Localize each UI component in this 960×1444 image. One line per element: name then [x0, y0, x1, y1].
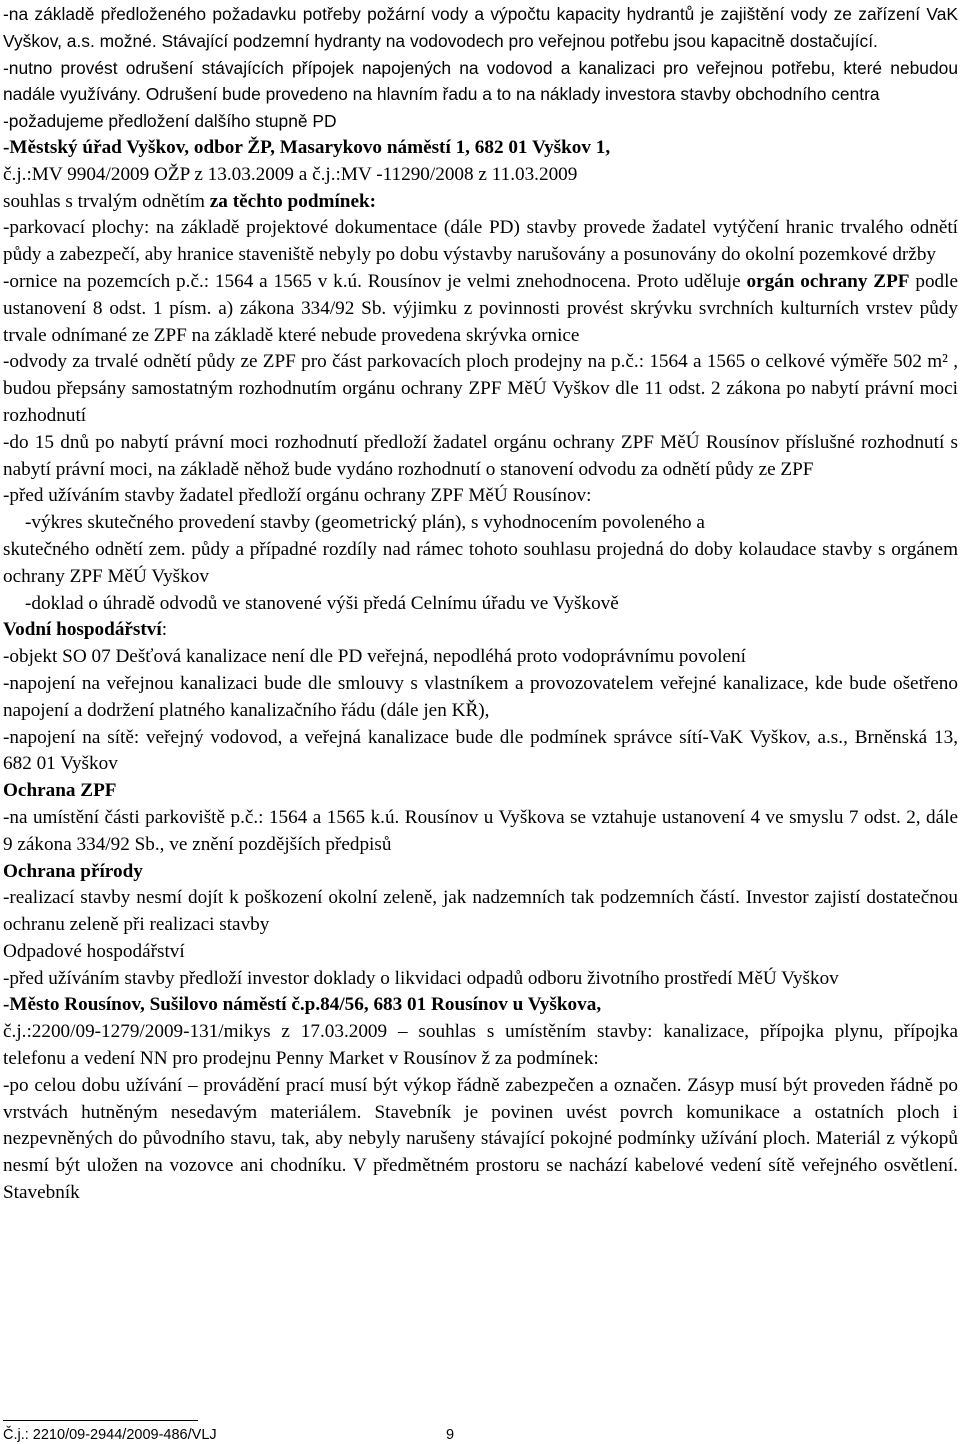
text-run: -realizací stavby nesmí dojít k poškození okolní zeleně, jak nadzemních tak podzemních částí. Investor zajistí dostatečnou ochranu zeleně při realizaci stavby [3, 887, 958, 936]
paragraph [3, 162, 958, 189]
paragraph [3, 108, 958, 135]
paragraph [3, 1, 958, 55]
paragraph [3, 859, 958, 886]
footer-rule [3, 1420, 198, 1421]
paragraph [3, 671, 958, 725]
text-run: -výkres skutečného provedení stavby (geometrický plán), s vyhodnocením povoleného a [25, 512, 705, 534]
footer-reference: Č.j.: 2210/09-2944/2009-486/VLJ [3, 1427, 217, 1443]
paragraph [3, 430, 958, 484]
paragraph [3, 135, 958, 162]
page-footer [0, 1404, 960, 1444]
text-run: -odvody za trvalé odnětí půdy ze ZPF pro část parkovacích ploch prodejny na p.č.: 1564 a 1565 o celkové výměře 502 m² , budou přepsány samostatným rozhodnutím orgánu ochrany ZPF MěÚ Vyškov dle 11 odst. 2 zákona po nabytí právní moci rozhodnutí [3, 351, 958, 426]
paragraph [3, 1073, 958, 1207]
text-run: -objekt SO 07 Dešťová kanalizace není dle PD veřejná, nepodléhá proto vodoprávnímu povolení [3, 646, 746, 668]
paragraph [3, 537, 958, 591]
bold-text: Ochrana přírody [3, 860, 143, 882]
document-body [3, 1, 958, 1207]
text-run: č.j.:2200/09-1279/2009-131/mikys z 17.03.2009 – souhlas s umístěním stavby: kanalizace, přípojka plynu, přípojka telefonu a vedení NN pro prodejnu Penny Market v Rousínov ž za podmínek: [3, 1021, 958, 1070]
page-number: 9 [446, 1427, 455, 1443]
paragraph [3, 805, 958, 859]
text-run: -do 15 dnů po nabytí právní moci rozhodnutí předloží žadatel orgánu ochrany ZPF MěÚ Rousínov příslušné rozhodnutí s nabytí právní moci, na základě něhož bude vydáno rozhodnutí o stanovení odvodu za odnětí půdy ze ZPF [3, 431, 958, 480]
bold-text: za těchto podmínek: [209, 190, 377, 212]
text-run: skutečného odnětí zem. půdy a případné rozdíly nad rámec tohoto souhlasu projedná do doby kolaudace stavby s orgánem ochrany ZPF MěÚ Vyškov [3, 538, 958, 587]
text-run: -parkovací plochy: na základě projektové dokumentace (dále PD) stavby provede žadatel vytýčení hranic trvalého odnětí půdy a zabezpečí, aby hranice staveniště nebyly po dobu výstavby narušovány a posunovány do okolní pozemkové držby [3, 217, 958, 266]
paragraph [3, 55, 958, 109]
text-run: -nutno provést odrušení stávajících přípojek napojených na vodovod a kanalizaci pro veřejnou potřebu, které nebudou nadále využívány. Odrušení bude provedeno na hlavním řadu a to na náklady investora stavby obchodního centra [3, 57, 958, 105]
paragraph [3, 992, 958, 1019]
paragraph [3, 778, 958, 805]
paragraph [3, 269, 958, 349]
paragraph [3, 215, 958, 269]
paragraph [3, 725, 958, 779]
text-run: -napojení na sítě: veřejný vodovod, a veřejná kanalizace bude dle podmínek správce sítí-VaK Vyškov, a.s., Brněnská 13, 682 01 Vyškov [3, 726, 958, 775]
paragraph [3, 189, 958, 216]
text-run: -před užíváním stavby předloží investor doklady o likvidaci odpadů odboru životního prostředí MěÚ Vyškov [3, 967, 839, 989]
paragraph [3, 644, 958, 671]
text-run: -ornice na pozemcích p.č.: 1564 a 1565 v k.ú. Rousínov je velmi znehodnocena. Proto uděluje [3, 270, 747, 292]
text-run: -požadujeme předložení dalšího stupně PD [3, 111, 337, 132]
bold-text: orgán ochrany ZPF [746, 270, 910, 292]
paragraph [3, 483, 958, 510]
text-run: -na základě předloženého požadavku potřeby požární vody a výpočtu kapacity hydrantů je zajištění vody ze zařízení VaK Vyškov, a.s. možné. Stávající podzemní hydranty na vodovodech pro veřejnou potřebu jsou kapacitně dostačující. [3, 4, 958, 51]
paragraph [3, 617, 958, 644]
text-run: : [161, 619, 168, 641]
text-run: -napojení na veřejnou kanalizaci bude dle smlouvy s vlastníkem a provozovatelem veřejné kanalizace, kde bude ošetřeno napojení a dodržení platného kanalizačního řádu (dále jen KŘ), [3, 672, 958, 721]
bold-text: -Městský úřad Vyškov, odbor ŽP, Masarykovo náměstí 1, 682 01 Vyškov 1, [3, 136, 611, 158]
paragraph [3, 1019, 958, 1073]
text-run: -před užíváním stavby žadatel předloží orgánu ochrany ZPF MěÚ Rousínov: [3, 485, 592, 507]
text-run: podle ustanovení 8 odst. 1 písm. a) zákona 334/92 Sb. výjimku z povinnosti provést skrývku svrchních kulturních vrstev půdy trvale odnímané ze ZPF na základě které nebude provedena skrývka ornice [3, 270, 958, 346]
text-run: Odpadové hospodářství [3, 940, 185, 962]
paragraph [3, 591, 958, 618]
text-run: -doklad o úhradě odvodů ve stanovené výši předá Celnímu úřadu ve Vyškově [25, 592, 619, 614]
text-run: č.j.:MV 9904/2009 OŽP z 13.03.2009 a č.j.:MV -11290/2008 z 11.03.2009 [3, 163, 578, 185]
paragraph [3, 510, 958, 537]
paragraph [3, 349, 958, 429]
paragraph [3, 885, 958, 939]
bold-text: Vodní hospodářství [3, 619, 162, 641]
text-run: -na umístění části parkoviště p.č.: 1564 a 1565 k.ú. Rousínov u Vyškova se vztahuje ustanovení 4 ve smyslu 7 odst. 2, dále 9 zákona 334/92 Sb., ve znění pozdějších předpisů [3, 806, 958, 855]
text-run: souhlas s trvalým odnětím [3, 190, 210, 212]
paragraph [3, 939, 958, 966]
paragraph [3, 966, 958, 993]
bold-text: -Město Rousínov, Sušilovo náměstí č.p.84/56, 683 01 Rousínov u Vyškova, [3, 994, 602, 1016]
bold-text: Ochrana ZPF [3, 780, 117, 802]
text-run: -po celou dobu užívání – provádění prací musí být výkop řádně zabezpečen a označen. Zásyp musí být proveden řádně po vrstvách hutněným nesedavým materiálem. Stavebník je povinen uvést povrch komunikace a ostatních ploch i nezpevněných do původního stavu, tak, aby nebyly narušeny stávající pokojné podmínky užívání ploch. Materiál z výkopů nesmí být uložen na vozovce ani chodníku. V předmětném prostoru se nachází kabelové vedení sítě veřejného osvětlení. Stavebník [3, 1074, 958, 1204]
